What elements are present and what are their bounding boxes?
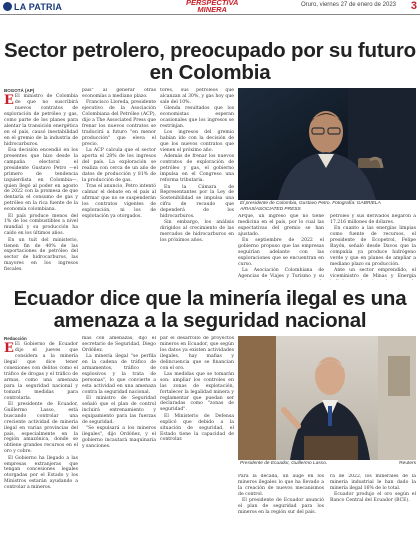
section-label bbox=[186, 0, 238, 13]
article2-paragraph: rá de 2022, los minerales de la minería industrial le han dado la minería ilegal 16% de lo total. bbox=[330, 474, 416, 491]
article2-column-5 bbox=[330, 474, 416, 532]
logo-emblem-icon bbox=[3, 2, 12, 11]
dateline: Oruro, viernes 27 de enero de 2023 bbox=[300, 2, 396, 8]
article1-paragraph: El país produce menos del 1% de los combustibles a nivel mundial y su producción ha caído en los últimos años. bbox=[4, 213, 78, 237]
article2-column-1 bbox=[4, 336, 78, 532]
article1-headline: Sector petrolero, preocupado por su futuro en Colombia bbox=[4, 39, 416, 84]
article2-headline: Ecuador dice que la minería ilegal es una amenaza a la seguridad nacional bbox=[13, 287, 407, 332]
article2-photo-caption: Presidente de Ecuador, Guillermo Lasso. bbox=[240, 461, 328, 466]
article2-photo bbox=[238, 336, 416, 460]
article2-paragraph: Para la década, un auge en los mineros ilegales lo que ha llevado a la creación de nuevos mecanismos de control. bbox=[238, 474, 324, 497]
article1-paragraph: E El ministro de Colombia de que no suscribirá nuevos contratos de exploración de petróleo y gas, como parte de los planes para alentar la transición energética en el país, causó inestabilidad en el gremio de la industria de hidrocarburos. bbox=[4, 93, 78, 147]
article1-paragraph: En la Cámara de Representantes por la Ley de Sostenibilidad se impulsa una cifra de recaudo que dependerá de los hidrocarburos. bbox=[160, 184, 234, 220]
petro-portrait-image bbox=[238, 88, 416, 200]
article2-paragraph: El ministro de Seguridad señaló que el plan de control incluirá entrenamiento y equipamiento para las fuerzas de seguridad. bbox=[82, 396, 156, 425]
article1-byline: BOGOTÁ (AP) bbox=[4, 88, 35, 93]
logo-text: LA PATRIA bbox=[14, 1, 63, 12]
article1-column-4 bbox=[238, 214, 324, 280]
article2-paragraph: par el desarrollo de proyectos mineros en Ecuador, que según los datos ya existen actividades ilegales, hay mafias y delincuencia que se financian con el oro. bbox=[160, 336, 234, 371]
section-label-top: PERSPECTIVA bbox=[186, 0, 239, 7]
article1-paragraph: país" al generar otras economías a mediano plazo. bbox=[82, 88, 156, 99]
article1-photo-caption: El presidente de Colombia, Gustavo Petro. Fotografía: GABRIELA ARIAS/ASOCIATED PRESS bbox=[240, 201, 381, 212]
article2-photo-caption-block bbox=[240, 461, 416, 467]
article1-paragraph: Además de frenar los nuevos contratos de exploración de petróleo y gas, el gobierno impulsa en el Congreso una reforma tributaria. bbox=[160, 154, 234, 184]
article1-paragraph: Esa decisión encendió en los presentes que hizo desde la campaña electoral el presidente Gustavo Petro —el primero de tendencia izquierdista en Colombia—, quien llegó al poder en agosto de 2022 con la promesa de que dentaría el consumo de gas y petróleo en la rica fuente de la economía colombiana. bbox=[4, 148, 78, 213]
article1-paragraph: APque, un ingreso que no tiene medicina en el país, por lo cual las expectativas del gremio se han ajustado. bbox=[238, 214, 324, 237]
article1-column-2 bbox=[82, 88, 156, 280]
article2-column-4 bbox=[238, 474, 324, 532]
lasso-portrait-image bbox=[238, 336, 416, 460]
newspaper-logo bbox=[3, 1, 62, 12]
article1-paragraph: En un tuit del ministerio, tienen fin de 40% de las exportaciones de petróleo del sector de hidrocarburos, las mayores en los ingresos fiscales. bbox=[4, 237, 78, 273]
article1-paragraph: petróleo y sus derivados llegaron a 17.216 millones de dólares. bbox=[330, 214, 416, 225]
article2-paragraph: Ecuador produjo el oro según el Banco Central del Ecuador (BCE). bbox=[330, 492, 416, 504]
dropcap: E bbox=[4, 341, 14, 357]
article1-paragraph: La Asociación Colombiana de Agencias de Viajes y Turismo y su bbox=[238, 268, 324, 280]
article1-column-5 bbox=[330, 214, 416, 280]
article1-paragraph: En septiembre de 2022 el gobierno propuso que las empresas seguirían adelante con las exploraciones que se encuentran en curso. bbox=[238, 238, 324, 267]
article2-paragraph: E El Gobierno de Ecuador dijo el jueves que considera a la minería ilegal que dice tener conexiones con delitos como el tráfico de drogas y el tráfico de armas, como una amenaza para la seguridad nacional y tomará medidas para controlarla. bbox=[4, 341, 78, 401]
article1-paragraph: Los ingresos del gremio habían ido con la decisión de que los nuevos contratos que vienen el próximo año. bbox=[160, 130, 234, 154]
article2-column-3 bbox=[160, 336, 234, 532]
article2-paragraph: Las medidas que se tomarán son: ampliar los controles en las zonas de explotación, fortalecer la legalidad minera y reglamentar que puedan ser declaradas como "zonas de seguridad". bbox=[160, 371, 234, 413]
article1-paragraph: tores, sus petróleos que alcanzan al 30%, y gas hoy que sale del 10%. bbox=[160, 88, 234, 105]
dropcap: E bbox=[4, 93, 14, 109]
article2-paragraph: La minería ilegal "se perfila en la cadena de tráfico de armamentos, tráfico de explosivos y la trata de personas", lo que convierte a esta actividad en una amenaza contra la seguridad nacional. bbox=[82, 354, 156, 395]
article1-column-3 bbox=[160, 88, 234, 280]
article2-photo-credit: Reuters bbox=[399, 461, 416, 466]
article1-paragraph: Sin embargo, los análisis dirigidos al crecimiento de las mercados de hidrocarburos en los próximos años. bbox=[160, 220, 234, 244]
article2-paragraph: El presidente de Ecuador, Guillermo Lasso, está buscando controlar una creciente actividad de minería ilegal en varias provincias del país, especialmente en la región amazónica, donde se obtiene grandes recursos en el oro y cobre. bbox=[4, 401, 78, 455]
article2-column-2 bbox=[82, 336, 156, 532]
page-number: 3 bbox=[410, 0, 417, 12]
article2-paragraph: El Gobierno ha llegado a las empresas extranjeras que tengan concesiones legales otorgadas por el Estado y los Ministros estarán ayudando a controlar a mineros. bbox=[4, 455, 78, 491]
article1-paragraph: En cuanto a las energías limpias como fuente de recursos, el presidente de Ecopetrol, Felipe Bayón, señaló desde Davos que la compañía ya produce hidrógeno verde y que en planes de ampliar a mediano plazo su producción. bbox=[330, 226, 416, 267]
article2-paragraph: El Ministerio de Defensa explicó que debido a la situación de seguridad, el Estado tiene la capacidad de controlar. bbox=[160, 413, 234, 443]
article1-paragraph: Tras el anuncio, Petro intentó calmar el debate en el país al afirmar que no se suspenderán los contratos vigentes de exploración, ni los de explotación ya otorgados. bbox=[82, 184, 156, 219]
article1-column-1 bbox=[4, 88, 78, 280]
masthead bbox=[0, 0, 420, 15]
article1-photo bbox=[238, 88, 416, 200]
article2-paragraph: El presidente de Ecuador anunció el plan de seguridad para los mineros en la región sur del país. bbox=[238, 498, 324, 515]
article1-paragraph: Francisco Lloreda, presidente ejecutivo de la Asociación Colombiana del Petróleo (ACP), dijo a The Associated Press que frenar los nuevos contratos se traducirá a futuro "en menor producción" que eleva el precio. bbox=[82, 100, 156, 147]
article2-byline: Redacción bbox=[4, 336, 27, 341]
article2-paragraph: "Se expulsará a los mineros ilegales", dijo Ordóñez, y el gobierno incautará maquinaria y sanciones. bbox=[82, 426, 156, 449]
article1-paragraph: Ante un sector emprendido, el viceministro de Minas y Energía bbox=[330, 268, 416, 280]
article1-paragraph: La ACP calcula que el sector aporta el 28% de los ingresos del país. La exploración se realiza con cerca de un año de datos de producción y 81% de la producción de gas. bbox=[82, 148, 156, 183]
article2-paragraph: mas con amenazas, dijo el secretario de Seguridad, Diego Ordóñez. bbox=[82, 336, 156, 353]
section-label-bottom: MINERA bbox=[197, 4, 227, 14]
article1-paragraph: Glenda resultados que los economistas esperan ocasionales que los ingresos se restrinjan. bbox=[160, 106, 234, 129]
